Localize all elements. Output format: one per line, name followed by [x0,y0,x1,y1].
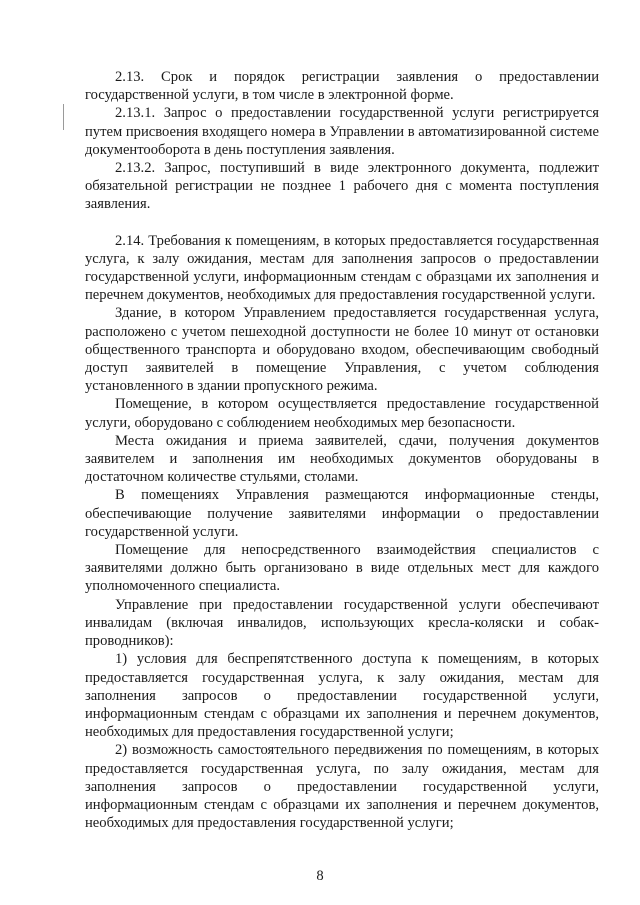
paragraph-info-stands: В помещениях Управления размещаются информационные стенды, обеспечивающие получение заявителями информации о предоставлении государственной услуги. [85,487,599,540]
paragraph-2-13-1: 2.13.1. Запрос о предоставлении государственной услуги регистрируется путем присвоения входящего номера в Управлении в автоматизированной системе документооборота в день поступления заявления. [85,105,599,158]
page-number: 8 [316,868,324,884]
list-item-1: 1) условия для беспрепятственного доступа к помещениям, в которых предоставляется государственная услуга, к залу ожидания, местам для заполнения запросов о предоставлении государственной услуги, информационным стендам с образцами их заполнения и перечнем документов, необходимых для предоставления государственной услуги; [85,651,599,741]
paragraph-waiting-areas: Места ожидания и приема заявителей, сдачи, получения документов заявителем и заполнения им необходимых документов оборудованы в достаточном количестве стульями, столами. [85,432,599,486]
scan-margin-mark [63,104,64,130]
section-gap [85,214,599,232]
paragraph-premises-safety: Помещение, в котором осуществляется предоставление государственной услуги, оборудовано с соблюдением необходимых мер безопасности. [85,396,599,431]
paragraph-disabled-access: Управление при предоставлении государственной услуги обеспечивают инвалидам (включая инвалидов, использующих кресла-коляски и собак-проводников): [85,596,599,650]
paragraph-2-14: 2.14. Требования к помещениям, в которых предоставляется государственная услуга, к залу ожидания, местам для заполнения запросов о предоставлении государственной услуги, информационным стендам с образцами их заполнения и перечнем документов, необходимых для предоставления государственной услуги. [85,232,599,304]
list-item-2: 2) возможность самостоятельного передвижения по помещениям, в которых предоставляется государственная услуга, по залу ожидания, местам для заполнения запросов о предоставлении государственной услуги, информационным стендам с образцами их заполнения и перечнем документов, необходимых для предоставления государственной услуги; [85,742,599,832]
document-body [85,68,599,832]
paragraph-2-13: 2.13. Срок и порядок регистрации заявления о предоставлении государственной услуги, в том числе в электронной форме. [85,69,599,104]
paragraph-2-13-2: 2.13.2. Запрос, поступивший в виде электронного документа, подлежит обязательной регистрации не позднее 1 рабочего дня с момента поступления заявления. [85,160,599,213]
paragraph-interaction-room: Помещение для непосредственного взаимодействия специалистов с заявителями должно быть организовано в виде отдельных мест для каждого уполномоченного специалиста. [85,542,599,595]
paragraph-building: Здание, в котором Управлением предоставляется государственная услуга, расположено с учетом пешеходной доступности не более 10 минут от остановки общественного транспорта и оборудовано входом, обеспечивающим свободный доступ заявителей в помещение Управления, с учетом соблюдения установленного в здании пропускного режима. [85,305,599,395]
